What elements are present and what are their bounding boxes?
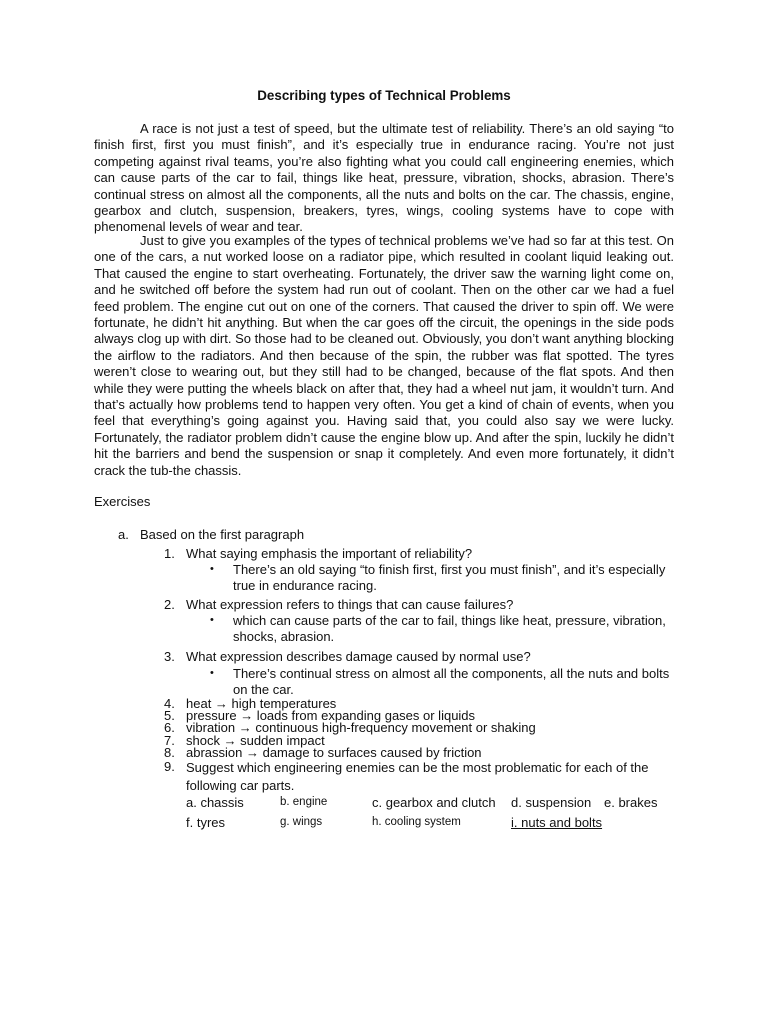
paragraph-2: Just to give you examples of the types of technical problems we’ve had so far at this test. On one of the cars, a nut worked loose on a radiator pipe, which resulted in coolant liquid leaking out. That caused the engine to start overheating. Fortunately, the driver saw the warning light come on, and he switched off before the system had run out of coolant. Then on the other car we had a fuel feed problem. The engine cut out on one of the corners. That caused the driver to spin off. We were fortunate, he didn’t hit anything. But when the car goes off the circuit, the openings in the side pods always clog up with dirt. So those had to be cleaned out. Obviously, you don’t want anything blocking the airflow to the radiators. And then because of the spin, the rubber was flat spotted. The tyres weren’t close to wearing out, but they still had to be changed, because of the flat spots. And then while they were putting the wheels black on after that, they had a wheel nut jam, it wouldn’t turn. And that’s actually how problems tend to happen very often. You get a kind of chain of events, when you feel that everything’s going against you. Having said that, you could also say we were lucky. Fortunately, the radiator problem didn’t cause the engine blow up. And after the spin, luckily he didn’t hit the barriers and bend the suspension or snap it completely. And even more fortunately, it didn’t crack the tub-the chassis.	[94, 233, 674, 478]
question-text: What expression describes damage caused by normal use?	[186, 649, 531, 664]
item-text: heat → high temperatures	[186, 696, 337, 711]
car-part-item: d. suspension	[511, 795, 592, 810]
item-number: 8.	[164, 745, 175, 760]
item-number: 7.	[164, 733, 175, 748]
question-number: 3.	[164, 649, 175, 664]
car-part-item: c. gearbox and clutch	[372, 795, 496, 810]
answer-text: There’s continual stress on almost all the components, all the nuts and bolts on the car.	[233, 666, 670, 697]
answer-text: which can cause parts of the car to fail, things like heat, pressure, vibration, shocks, abrasion.	[233, 613, 666, 644]
car-part-item: e. brakes	[604, 795, 658, 810]
item-text: pressure → loads from expanding gases or liquids	[186, 708, 476, 723]
item-text: shock → sudden impact	[186, 733, 325, 748]
item-number: 5.	[164, 708, 175, 723]
question-number: 2.	[164, 597, 175, 612]
car-part-item: a. chassis	[186, 795, 244, 810]
bullet-icon: •	[210, 667, 214, 679]
part-a-letter: a.	[118, 527, 129, 542]
car-part-item: h. cooling system	[372, 816, 461, 828]
question-number: 1.	[164, 546, 175, 561]
car-part-item: f. tyres	[186, 815, 226, 830]
document-title: Describing types of Technical Problems	[257, 88, 511, 103]
exercises-heading: Exercises	[94, 494, 151, 509]
bullet-icon: •	[210, 614, 214, 626]
item-text: vibration → continuous high-frequency movement or shaking	[186, 720, 536, 735]
car-part-item: b. engine	[280, 796, 328, 808]
question-text: What expression refers to things that can cause failures?	[186, 597, 514, 612]
question-text: What saying emphasis the important of reliability?	[186, 546, 473, 561]
answer-text: There’s an old saying “to finish first, first you must finish”, and it’s especially true in endurance racing.	[233, 562, 666, 593]
part-a-label: Based on the first paragraph	[140, 527, 305, 542]
car-part-item: i. nuts and bolts	[511, 815, 603, 830]
item-text: Suggest which engineering enemies can be the most problematic for each of the following car parts.	[186, 760, 649, 793]
item-number: 4.	[164, 696, 175, 711]
item-number: 9.	[164, 759, 175, 774]
bullet-icon: •	[210, 563, 214, 575]
paragraph-1: A race is not just a test of speed, but the ultimate test of reliability. There’s an old saying “to finish first, first you must finish”, and it’s especially true in endurance racing. You’re not just competing against rival teams, you’re also fighting what you could call engineering enemies, which can cause parts of the car to fail, things like heat, pressure, vibration, shocks, abrasion. There’s continual stress on almost all the components, all the nuts and bolts on the car. The chassis, engine, gearbox and clutch, suspension, breakers, tyres, wings, cooling systems have to cope with phenomenal levels of wear and tear.	[94, 121, 674, 235]
item-text: abrassion → damage to surfaces caused by friction	[186, 745, 482, 760]
car-part-item: g. wings	[280, 816, 323, 828]
item-number: 6.	[164, 720, 175, 735]
